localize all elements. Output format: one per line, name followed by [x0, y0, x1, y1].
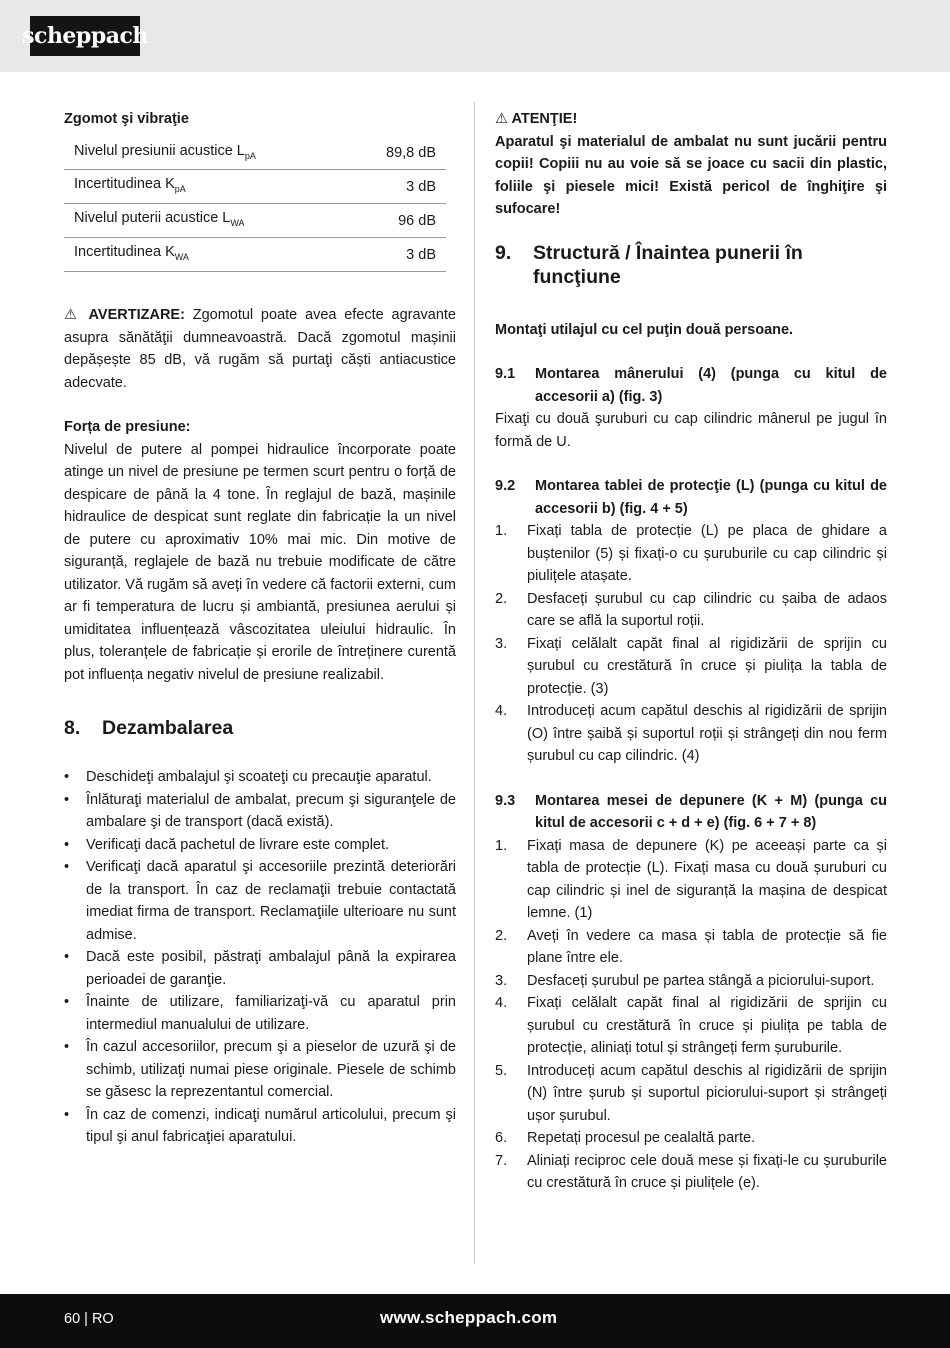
table-cell-label: Incertitudinea $K_{pA}$ [64, 170, 348, 204]
assembly-note: Montaţi utilajul cu cel puţin două persoane. [495, 321, 794, 338]
table-cell-value: 3 dB [348, 170, 446, 204]
section-9-2-steps [495, 520, 887, 768]
section-9-3-steps [495, 835, 887, 1195]
list-item: 4. Fixați celălalt capăt final al rigidizării de sprijin cu șurubul cu crestătură în cruce și piulița pe tabla de protecție, aliniați totul și strângeți ferm șuruburile. [495, 995, 887, 1056]
table-row [64, 204, 446, 238]
footer-bar [0, 1294, 950, 1348]
table-row [64, 139, 446, 170]
force-text: Nivelul de putere al pompei hidraulice încorporate poate atinge un nivel de presiune pe termen scurt pentru o forță de despicare de până la 4 tone. În reglajul de bază, mașinile hidraulice de despicat sunt reglate din fabricație la un nivel de putere cu aproximativ 10% mai mic. Din motive de siguranță, reglajele de bază nu trebuie modificate de către utilizator. Vă rugăm să aveți în vedere că factorii externi, cum ar fi temperatura de lucru și ambiantă, presiunea aerului și umiditatea influențează vâscozitatea uleiului hidraulic. În plus, toleranțele de fabricație și erorile de întreținere curentă pot influența negativ nivelul de presiune realizabil. [64, 441, 456, 683]
warning-text: Zgomotul poate avea efecte agravante asupra sănătăţii dumneavoastră. Dacă zgomotul mașinii depășește 85 dB, vă rugăm să purtaţi căști antiacustice adecvate. [64, 307, 456, 391]
noise-warning [64, 304, 456, 394]
warning-label: AVERTIZARE: [88, 307, 185, 324]
section-title: Dezambalarea [102, 717, 234, 740]
attention-title: ⚠ ATENŢIE! [495, 111, 578, 127]
table-row [64, 238, 446, 272]
table-cell-label: Nivelul presiunii acustice $L_{pA}$ [64, 139, 348, 170]
section-9-3-heading: 9.3 Montarea mesei de depunere (K + M) (punga cu kitul de accesorii c + d + e) (fig. 6 + 7 + 8) [495, 792, 887, 831]
table-cell-value: 96 dB [348, 204, 446, 238]
section-9-heading [495, 241, 887, 289]
right-column [495, 108, 887, 1195]
attention-text: Aparatul şi materialul de ambalat nu sunt jucării pentru copii! Copiii nu au voie să se joace cu sacii din plastic, foliile şi piesele mici! Există pericol de înghiţire şi sufocare! [495, 133, 887, 217]
list-item: 5. Introduceți acum capătul deschis al rigidizării de sprijin (N) între șurub și suportul piciorului-suport și strângeți ușor șurubul. [495, 1062, 887, 1124]
page-number: 60 | RO [64, 1311, 114, 1327]
list-item: • Înainte de utilizare, familiarizaţi-vă cu aparatul prin intermediul manualului de utilizare. [64, 991, 456, 1036]
list-item: 2. Desfaceți șurubul cu cap cilindric cu șaiba de adaos care se află la suportul roții. [495, 590, 887, 629]
list-item: • Înlăturaţi materialul de ambalat, precum şi siguranţele de ambalare şi de transport (dacă există). [64, 789, 456, 834]
section-8-heading [64, 716, 456, 740]
warning-triangle-icon: ⚠ [495, 111, 508, 127]
list-item: 6. Repetați procesul pe cealaltă parte. [495, 1130, 756, 1146]
force-title: Forța de presiune: [64, 419, 191, 436]
list-item: • În cazul accesoriilor, precum şi a pieselor de uzură şi de schimb, utilizaţi numai piese originale. Piesele de schimb se găsesc la reprezentantul comercial. [64, 1036, 456, 1104]
list-item: 1. Fixați tabla de protecție (L) pe placa de ghidare a buștenilor (5) și fixați-o cu șuruburile cu cap cilindric și piulițele atașate. [495, 523, 887, 584]
left-column [64, 108, 456, 1149]
table-cell-label: Nivelul puterii acustice $L_{WA}$ [64, 204, 348, 238]
list-item: • Verificaţi dacă aparatul şi accesoriile prezintă deteriorări de la transport. În caz de reclamaţii trebuie contactată imediat firma de transport. Reclamaţiile ulterioare nu sunt admise. [64, 856, 456, 946]
table-cell-label: Incertitudinea $K_{WA}$ [64, 238, 348, 272]
website-link[interactable]: www.scheppach.com [380, 1308, 558, 1327]
noise-title: Zgomot şi vibraţie [64, 111, 189, 127]
unpacking-list [64, 766, 456, 1149]
list-item: • Deschideţi ambalajul şi scoateţi cu precauţie aparatul. [64, 766, 456, 789]
section-number: 9. [495, 241, 512, 264]
section-9-1-text: Fixaţi cu două şuruburi cu cap cilindric mânerul pe jugul în formă de U. [495, 411, 887, 450]
list-item: • În caz de comenzi, indicaţi numărul articolului, precum şi tipul şi anul fabricaţiei aparatului. [64, 1104, 456, 1149]
section-title: Structură / Înaintea punerii în funcţiune [533, 241, 803, 288]
list-item: 1. Fixați masa de depunere (K) pe aceeași parte ca și tabla de protecție (L). Fixați masa cu două șuruburi cu cap cilindric și inel de siguranță la mașina de despicat lemne. (1) [495, 837, 887, 921]
section-9-2-heading: 9.2 Montarea tablei de protecţie (L) (punga cu kitul de accesorii b) (fig. 4 + 5) [495, 478, 887, 517]
list-item: 7. Aliniați reciproc cele două mese și fixați-le cu șuruburile cu crestătură în cruce și piulițele (e). [495, 1152, 887, 1191]
list-item: • Verificaţi dacă pachetul de livrare este complet. [64, 834, 456, 857]
section-9-1-heading: 9.1 Montarea mânerului (4) (punga cu kitul de accesorii a) (fig. 3) [495, 366, 887, 405]
table-row [64, 170, 446, 204]
list-item: 3. Desfaceți șurubul pe partea stângă a piciorului-suport. [495, 972, 875, 989]
warning-triangle-icon: ⚠ [64, 307, 81, 324]
scheppach-logo: scheppach [30, 16, 140, 56]
table-cell-value: 3 dB [348, 238, 446, 272]
list-item: 3. Fixați celălalt capăt final al rigidizării de sprijin cu șurubul cu crestătură în cruce și piulița la tabla de protecție. (3) [495, 635, 887, 697]
noise-table [64, 139, 446, 273]
column-divider [474, 102, 475, 1264]
table-cell-value: 89,8 dB [348, 139, 446, 170]
header-bar [0, 0, 950, 72]
list-item: • Dacă este posibil, păstraţi ambalajul până la expirarea perioadei de garanţie. [64, 946, 456, 991]
section-number: 8. [64, 717, 81, 740]
list-item: 4. Introduceți acum capătul deschis al rigidizării de sprijin (O) între șaibă și suportul roții și strângeți din nou ferm șurubul cu cap cilindric. (4) [495, 703, 887, 764]
list-item: 2. Aveți în vedere ca masa și tabla de protecție să fie plane între ele. [495, 927, 887, 966]
